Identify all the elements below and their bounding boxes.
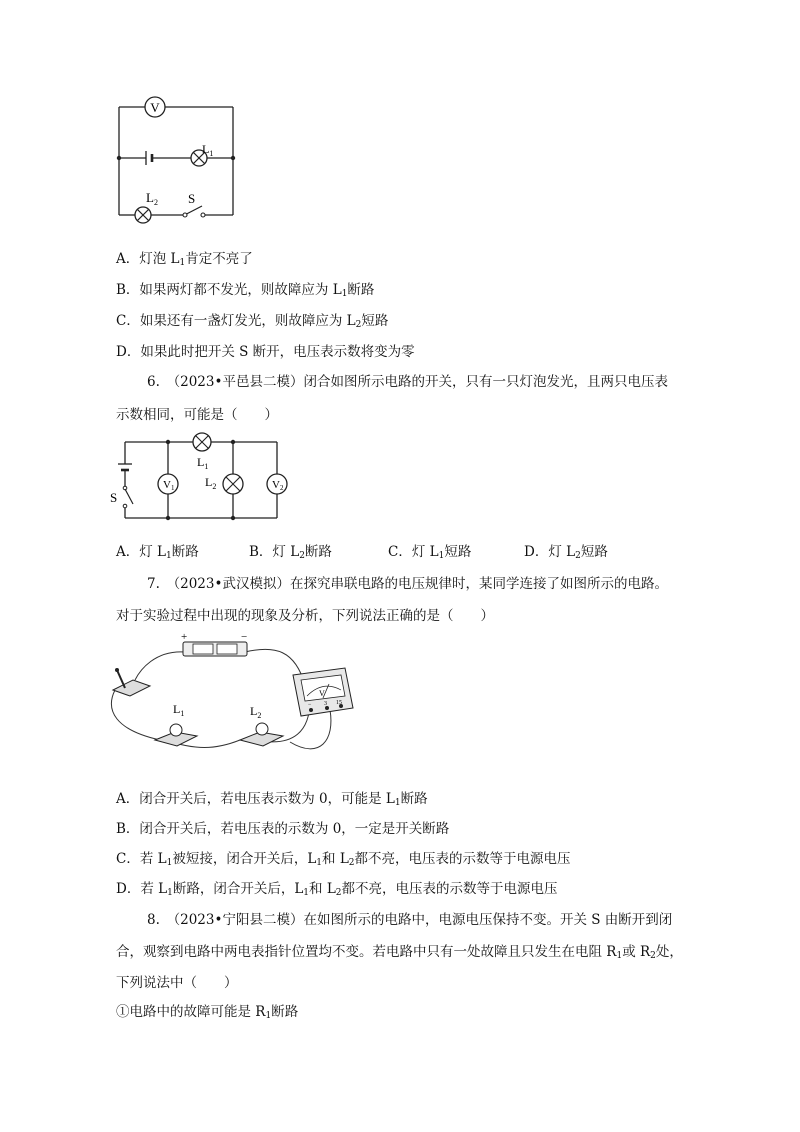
lamp-l2-label: $L_2$ — [146, 190, 158, 207]
terminal-minus-label: − — [308, 702, 312, 708]
q8-stem-line2: 合，观察到电路中两电表指针位置均不变。若电路中只有一处故障且只发生在电阻 $R_1$或 $R_2$处， — [116, 944, 683, 961]
meter-v-label: V — [319, 689, 325, 698]
switch-icon — [123, 486, 133, 508]
voltmeter-label: V — [150, 100, 160, 115]
switch-icon — [183, 206, 205, 217]
q5-option-d[interactable]: D．如果此时把开关 S 断开，电压表示数将变为零 — [116, 344, 415, 360]
experiment-illustration-q7 — [105, 630, 365, 770]
q6-option-d[interactable]: D．灯 $L_2$短路 — [524, 544, 608, 561]
q8-statement-1: ①电路中的故障可能是 $R_1$断路 — [116, 1004, 299, 1021]
knife-switch-icon — [113, 668, 150, 696]
lamp-l2-icon — [135, 207, 151, 223]
q7-option-c[interactable]: C．若 $L_1$被短接，闭合开关后，$L_1$和 $L_2$都不亮，电压表的示数等于电源电压 — [116, 851, 571, 868]
q7-option-a[interactable]: A．闭合开关后，若电压表示数为 0，可能是 $L_1$断路 — [116, 791, 428, 808]
lamp-l1-label: $L_1$ — [202, 142, 214, 158]
circuit-diagram-q5 — [100, 85, 260, 225]
battery-holder — [183, 642, 247, 656]
q6-option-a[interactable]: A．灯 $L_1$断路 — [116, 544, 199, 561]
voltmeter-v2-label: V2 — [272, 479, 284, 492]
switch-label: S — [110, 490, 118, 505]
q6-stem-line1: 6. （2023•平邑县二模）闭合如图所示电路的开关，只有一只灯泡发光，且两只电压表 — [147, 374, 668, 390]
terminal-15-label: 15 — [336, 700, 342, 706]
battery-minus-label: − — [241, 631, 248, 643]
bulb-l1-label: $L_1$ — [173, 702, 185, 718]
lamp-l2-icon — [223, 474, 243, 494]
q8-stem-line1: 8. （2023•宁阳县二模）在如图所示的电路中，电源电压保持不变。开关 S 由断开到闭 — [147, 912, 673, 928]
circuit-diagram-q6 — [105, 426, 295, 526]
q5-option-a[interactable]: A．灯泡 $L_1$肯定不亮了 — [116, 251, 253, 268]
battery-plus-label: + — [181, 631, 188, 643]
bulb-l2-label: $L_2$ — [250, 704, 262, 720]
terminal-3-label: 3 — [324, 701, 327, 707]
q6-option-c[interactable]: C．灯 $L_1$短路 — [388, 544, 472, 561]
q7-option-d[interactable]: D．若 $L_1$断路，闭合开关后，$L_1$和 $L_2$都不亮，电压表的示数等于电源电压 — [116, 881, 558, 898]
bulb-l2-icon — [240, 723, 283, 746]
lamp-l1-label: $L_1$ — [197, 455, 209, 471]
q7-stem-line2: 对于实验过程中出现的现象及分析，下列说法正确的是（ ） — [116, 608, 494, 624]
voltmeter-v1-label: V1 — [163, 479, 175, 492]
lamp-l2-label: $L_2$ — [205, 475, 217, 491]
q5-option-b[interactable]: B．如果两灯都不发光，则故障应为 $L_1$断路 — [116, 282, 375, 299]
q6-option-b[interactable]: B．灯 $L_2$断路 — [249, 544, 332, 561]
q8-stem-line3: 下列说法中（ ） — [116, 975, 238, 991]
switch-label: S — [188, 191, 196, 206]
bulb-l1-icon — [155, 724, 197, 746]
lamp-l1-icon — [193, 433, 211, 451]
q5-option-c[interactable]: C．如果还有一盏灯发光，则故障应为 $L_2$短路 — [116, 313, 389, 330]
q6-stem-line2: 示数相同，可能是（ ） — [116, 407, 278, 423]
q7-stem-line1: 7. （2023•武汉模拟）在探究串联电路的电压规律时，某同学连接了如图所示的电路。 — [147, 576, 668, 592]
q7-option-b[interactable]: B．闭合开关后，若电压表的示数为 0，一定是开关断路 — [116, 821, 450, 837]
